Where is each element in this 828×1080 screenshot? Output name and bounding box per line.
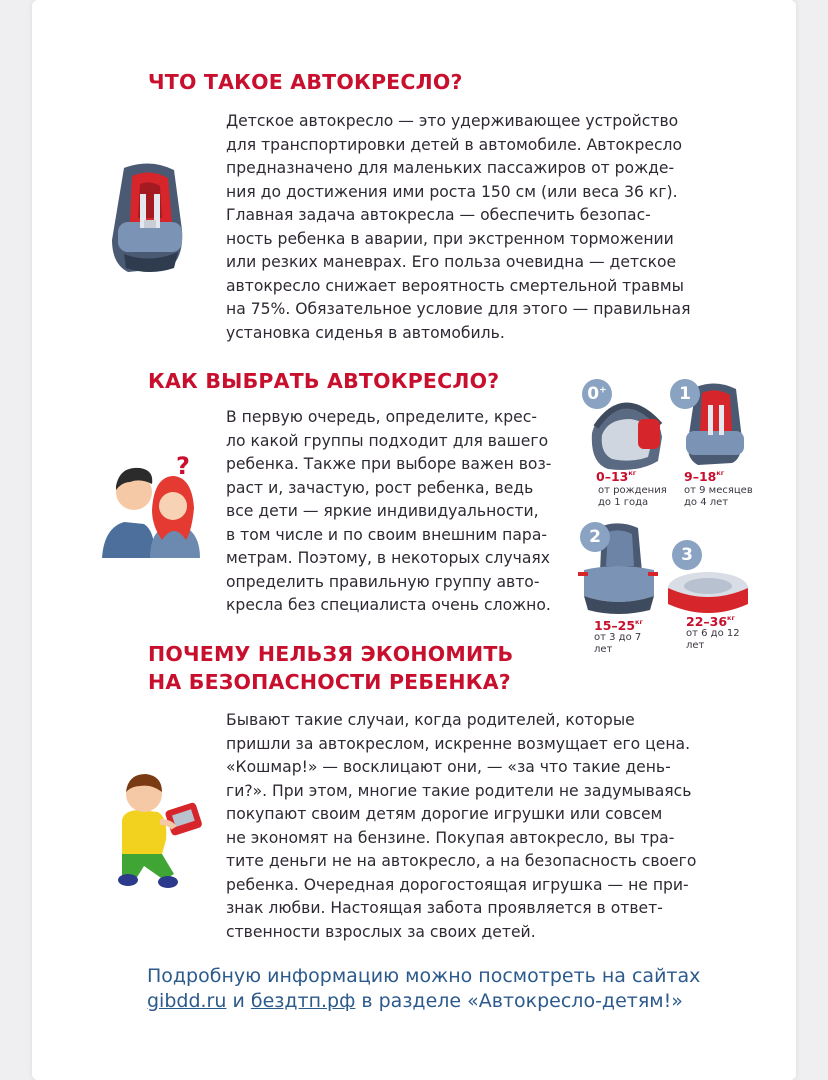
group-badge: 1 <box>670 379 700 409</box>
group-badge: 3 <box>672 540 702 570</box>
link-gibdd[interactable]: gibdd.ru <box>147 990 227 1012</box>
link-bezdtp[interactable]: бездтп.рф <box>250 990 356 1012</box>
section-title-why-not-save <box>148 640 513 696</box>
seat-group-1 <box>666 375 756 510</box>
section-title-how-to-choose: КАК ВЫБРАТЬ АВТОКРЕСЛО? <box>148 369 500 393</box>
footer-tail: в разделе «Автокресло-детям!» <box>355 990 683 1012</box>
seat-age-range: от 9 месяцев до 4 лет <box>684 485 753 508</box>
svg-text:?: ? <box>176 452 190 480</box>
footer-and: и <box>226 990 251 1012</box>
seat-group-0plus <box>578 375 668 510</box>
seat-group-2 <box>576 522 668 662</box>
seat-weight-range: $15-25^{кг}$ <box>594 618 643 633</box>
section-title-line2: НА БЕЗОПАСНОСТИ РЕБЕНКА? <box>148 670 511 694</box>
group-badge: 0+ <box>582 379 612 409</box>
section-title-line1: ПОЧЕМУ НЕЛЬЗЯ ЭКОНОМИТЬ <box>148 642 514 666</box>
confused-parents-illustration <box>100 452 200 562</box>
section-text-how-to-choose: В первую очередь, определите, крес- ло какой группы подходит для вашего ребенка. Также при выборе важен воз- раст и, зачастую, рост ребенка, ведь все дети — яркие индивидуальности, в том числе и по своим внешним пара- метрам. Поэтому, в некоторых случаях определить правильную группу авто- кресла без специалиста очень сложно. <box>226 408 552 614</box>
seat-age-range: от 6 до 12 лет <box>686 628 740 651</box>
boy-with-toy-illustration <box>104 770 204 894</box>
seat-group-3 <box>664 540 756 660</box>
section-text-why-not-save: Бывают такие случаи, когда родителей, которые пришли за автокреслом, искренне возмущает его цена. «Кошмар!» — восклицают они, — «за что такие день- ги?». При этом, многие такие родители не задумываясь покупают своим детям дорогие игрушки или совсем не экономят на бензине. Покупая автокресло, вы тра- тите деньги не на автокресло, а на безопасность своего ребенка. Очередная дорогостоящая игрушка — не при- знак любви. Настоящая забота проявляется в ответ- ственности взрослых за своих детей. <box>226 711 697 941</box>
seat-weight-range: $0-13^{кг}$ <box>596 469 637 484</box>
seat-age-range: от 3 до 7 лет <box>594 632 642 655</box>
seat-weight-range: $9-18^{кг}$ <box>684 469 725 484</box>
seat-weight-range: $22-36^{кг}$ <box>686 614 735 629</box>
section-title-what-is-car-seat: ЧТО ТАКОЕ АВТОКРЕСЛО? <box>148 70 463 94</box>
seat-age-range: от рождения до 1 года <box>598 485 667 508</box>
group-badge: 2 <box>580 522 610 552</box>
footer-line1: Подробную информацию можно посмотреть на сайтах <box>147 965 701 987</box>
section-text-what-is-car-seat: Детское автокресло — это удерживающее устройство для транспортировки детей в автомобиле. Автокресло предназначено для маленьких пассажиров от рожде- ния до достижения ими роста 150 см (или веса 36 кг). Главная задача автокресла — обеспечить безопас- ность ребенка в аварии, при экстренном торможении или резких маневрах. Его польза очевидна — детское автокресло снижает вероятность смертельной травмы на 75%. Обязательное условие для этого — правильная установка сиденья в автомобиль. <box>226 112 691 342</box>
footer-info <box>147 964 767 1014</box>
car-seat-illustration <box>104 160 196 284</box>
